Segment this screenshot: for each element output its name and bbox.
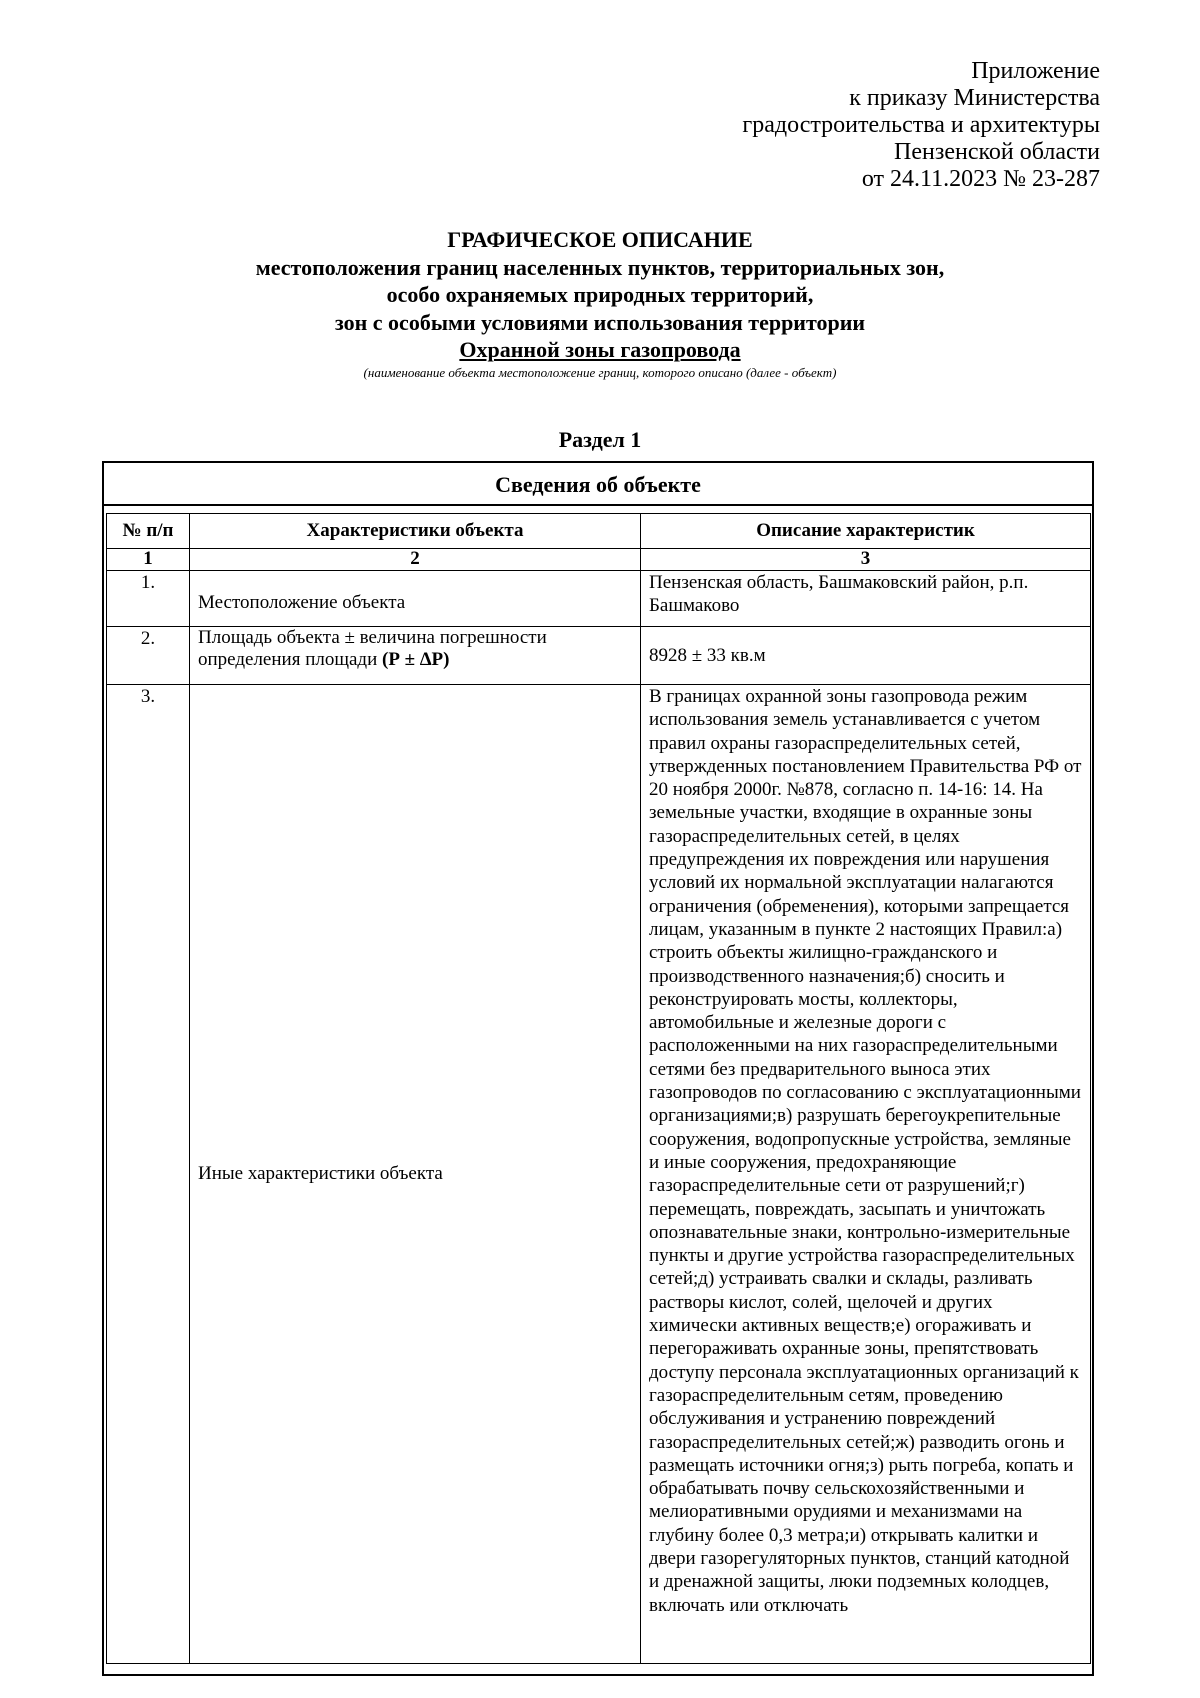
header-characteristics: Характеристики объекта [190,514,641,549]
table-row [107,627,1091,685]
title-line: зон с особыми условиями использования территории [334,309,866,335]
appendix-line: градостроительства и архитектуры [742,112,1100,138]
column-number: 2 [190,549,641,571]
object-name-note: (наименование объекта местоположение границ, которого описано (далее - объект) [363,365,837,380]
row-value: 8928 ± 33 кв.м [641,627,1091,685]
document-title [100,226,1100,364]
table-row [107,685,1091,1664]
row-number: 1. [107,571,190,627]
row-label-text: Площадь объекта ± величина погрешности определения площади [198,627,547,670]
characteristics-table [106,513,1091,1664]
column-number-row [107,549,1091,571]
appendix-block [742,58,1100,193]
table-header-row [107,514,1091,549]
table-row [107,571,1091,627]
appendix-line: Пензенской области [894,139,1100,165]
title-line: местоположения границ населенных пунктов, территориальных зон, [255,254,945,280]
table-caption: Сведения об объекте [104,463,1092,506]
header-number: № п/п [107,514,190,549]
column-number: 1 [107,549,190,571]
header-description: Описание характеристик [641,514,1091,549]
row-label-formula: (Р ± ∆Р) [382,649,450,670]
column-number: 3 [641,549,1091,571]
appendix-order-date: от 24.11.2023 № 23-287 [861,166,1100,192]
appendix-line: к приказу Министерства [849,85,1100,111]
object-info-table [102,461,1094,1676]
row-number: 3. [107,685,190,1664]
row-value: В границах охранной зоны газопровода режим использования земель устанавливается с учетом правил охраны газораспределительных сетей, утвержденных постановлением Правительства РФ от 20 ноября 2000г. №878, согласно п. 14-16: 14. На земельные участки, входящие в охранные зоны газораспределительных сетей, в целях предупреждения их повреждения или нарушения условий их нормальной эксплуатации налагаются ограничения (обременения), которыми запрещается лицам, указанным в пункте 2 настоящих Правил:а) строить объекты жилищно-гражданского и производственного назначения;б) сносить и реконструировать мосты, коллекторы, автомобильные и железные дороги с расположенными на них газораспределительными сетями без предварительного выноса этих газопроводов по согласованию с эксплуатационными организациями;в) разрушать берегоукрепительные сооружения, водопропускные устройства, земляные и иные сооружения, предохраняющие газораспределительные сети от разрушений;г) перемещать, повреждать, засыпать и уничтожать опознавательные знаки, контрольно-измерительные пункты и другие устройства газораспределительных сетей;д) устраивать свалки и склады, разливать растворы кислот, солей, щелочей и других химически активных веществ;е) огораживать и перегораживать охранные зоны, препятствовать доступу персонала эксплуатационных организаций к газораспределительным сетям, проведению обслуживания и устранению повреждений газораспределительных сетей;ж) разводить огонь и размещать источники огня;з) рыть погреба, копать и обрабатывать почву сельскохозяйственными и мелиоративными орудиями и механизмами на глубину более 0,3 метра;и) открывать калитки и двери газорегуляторных пунктов, станций катодной и дренажной защиты, люки подземных колодцев, включать или отключать [641,685,1091,1664]
appendix-line: Приложение [971,58,1100,84]
row-number: 2. [107,627,190,685]
title-main: ГРАФИЧЕСКОЕ ОПИСАНИЕ [447,227,753,252]
object-name: Охранной зоны газопровода [459,337,741,362]
row-label: Иные характеристики объекта [190,685,641,1664]
section-title: Раздел 1 [558,427,642,452]
row-label [190,627,641,685]
row-value: Пензенская область, Башмаковский район, р.п. Башмаково [641,571,1091,627]
row-label: Местоположение объекта [190,571,641,627]
title-line: особо охраняемых природных территорий, [386,282,814,307]
